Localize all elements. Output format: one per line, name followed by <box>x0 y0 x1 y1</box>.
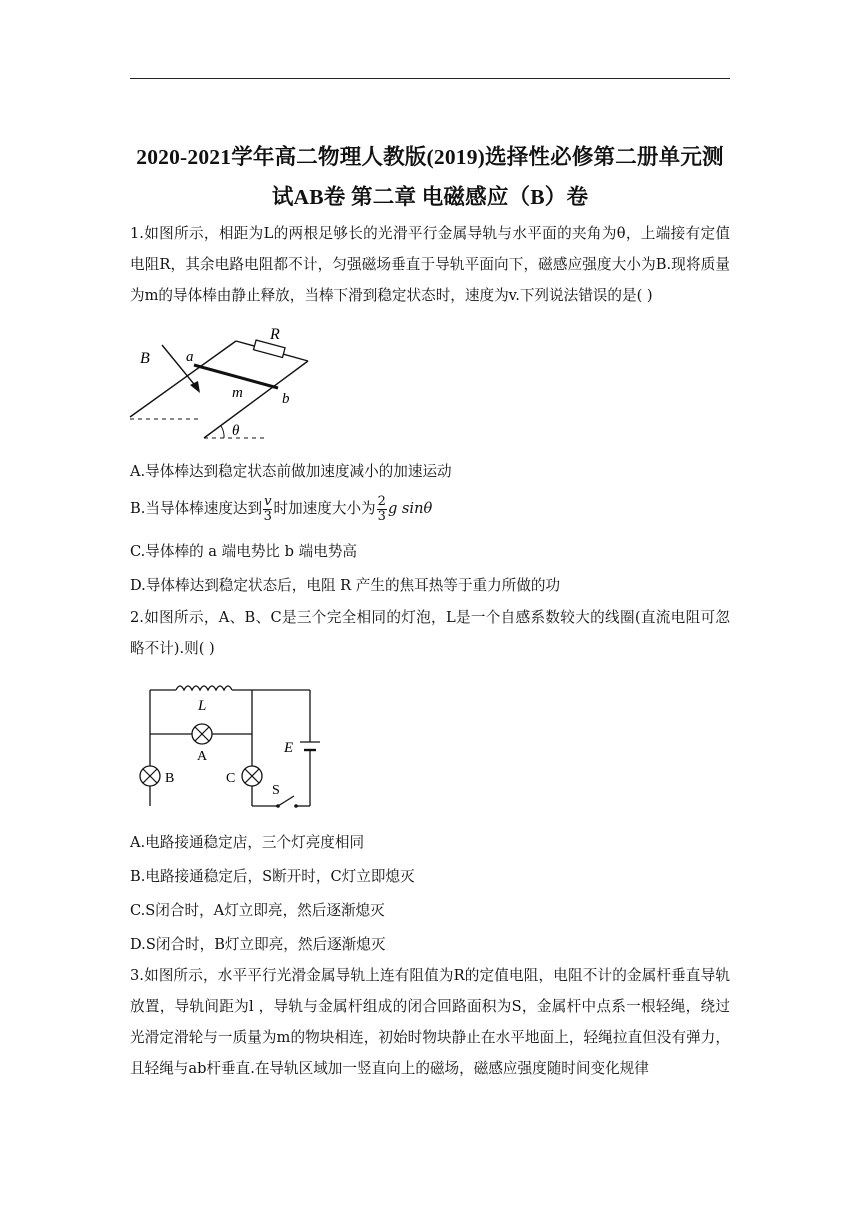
fig2-label-E: E <box>284 740 294 756</box>
fig2-label-C: C <box>226 771 236 786</box>
fig1-label-R: R <box>270 326 280 343</box>
fraction-v-over-3-denominator: 3 <box>263 508 272 524</box>
question-3-stem: 3.如图所示，水平平行光滑金属导轨上连有阻值为R的定值电阻，电阻不计的金属杆垂直导轨放置，导轨间距为l ，导轨与金属杆组成的闭合回路面积为S，金属杆中点系一根轻绳，绕过光滑定滑轮与一质量为m的物块相连，初始时物块静止在水平地面上，轻绳拉直但没有弹力，且轻绳与ab杆垂直.在导轨区域加一竖直向上的磁场，磁感应强度随时间变化规律 <box>130 967 730 1077</box>
fraction-v-over-3 <box>263 495 272 524</box>
header-rule <box>130 78 730 79</box>
fraction-2-over-3-numerator: 2 <box>377 493 386 509</box>
question-2-option-b: B.电路接通稳定后，S断开时，C灯立即熄灭 <box>130 868 415 885</box>
fraction-2-over-3 <box>377 495 387 524</box>
page-title-line1: 2020-2021学年高二物理人教版(2019)选择性必修第二册单元测 <box>136 145 724 169</box>
option-b-formula-tail: g sinθ <box>387 500 433 517</box>
fig1-label-a: a <box>186 349 194 365</box>
question-2-stem: 2.如图所示，A、B、C是三个完全相同的灯泡，L是一个自感系数较大的线圈(直流电阻可忽略不计).则( ) <box>130 609 730 657</box>
fig1-label-m: m <box>232 385 243 401</box>
question-2-option-d: D.S闭合时，B灯立即亮，然后逐渐熄灭 <box>130 936 386 953</box>
fraction-v-over-3-numerator: v <box>264 493 272 509</box>
fig2-label-S: S <box>272 783 280 798</box>
fig1-label-theta: θ <box>232 423 240 439</box>
question-2-option-a: A.电路接通稳定店，三个灯亮度相同 <box>130 834 365 851</box>
question-2-option-c: C.S闭合时，A灯立即亮，然后逐渐熄灭 <box>130 902 385 919</box>
fig1-label-b: b <box>282 391 290 407</box>
question-1-figure <box>128 325 328 445</box>
question-1-option-c: C.导体棒的 a 端电势比 b 端电势高 <box>130 543 358 560</box>
fraction-2-over-3-denominator: 3 <box>377 508 386 524</box>
question-1-stem: 1.如图所示，相距为L的两根足够长的光滑平行金属导轨与水平面的夹角为θ，上端接有定值电阻R，其余电路电阻都不计，匀强磁场垂直于导轨平面向下，磁感应强度大小为B.现将质量为m的导体棒由静止释放，当棒下滑到稳定状态时，速度为v.下列说法错误的是( ) <box>130 225 730 304</box>
fig2-label-A: A <box>197 749 208 764</box>
fig2-label-L: L <box>198 698 207 714</box>
question-2-figure <box>132 678 337 813</box>
question-1-option-b <box>130 494 432 524</box>
page-title-line2: 试AB卷 第二章 电磁感应（B）卷 <box>271 185 589 209</box>
option-b-text-mid: 时加速度大小为 <box>273 500 376 517</box>
question-1-option-d: D.导体棒达到稳定状态后，电阻 R 产生的焦耳热等于重力所做的功 <box>130 577 561 594</box>
option-b-text-pre: B.当导体棒速度达到 <box>130 500 263 517</box>
fig1-label-B: B <box>140 350 150 367</box>
question-1-option-a: A.导体棒达到稳定状态前做加速度减小的加速运动 <box>130 463 452 480</box>
fig2-label-B: B <box>165 771 175 786</box>
